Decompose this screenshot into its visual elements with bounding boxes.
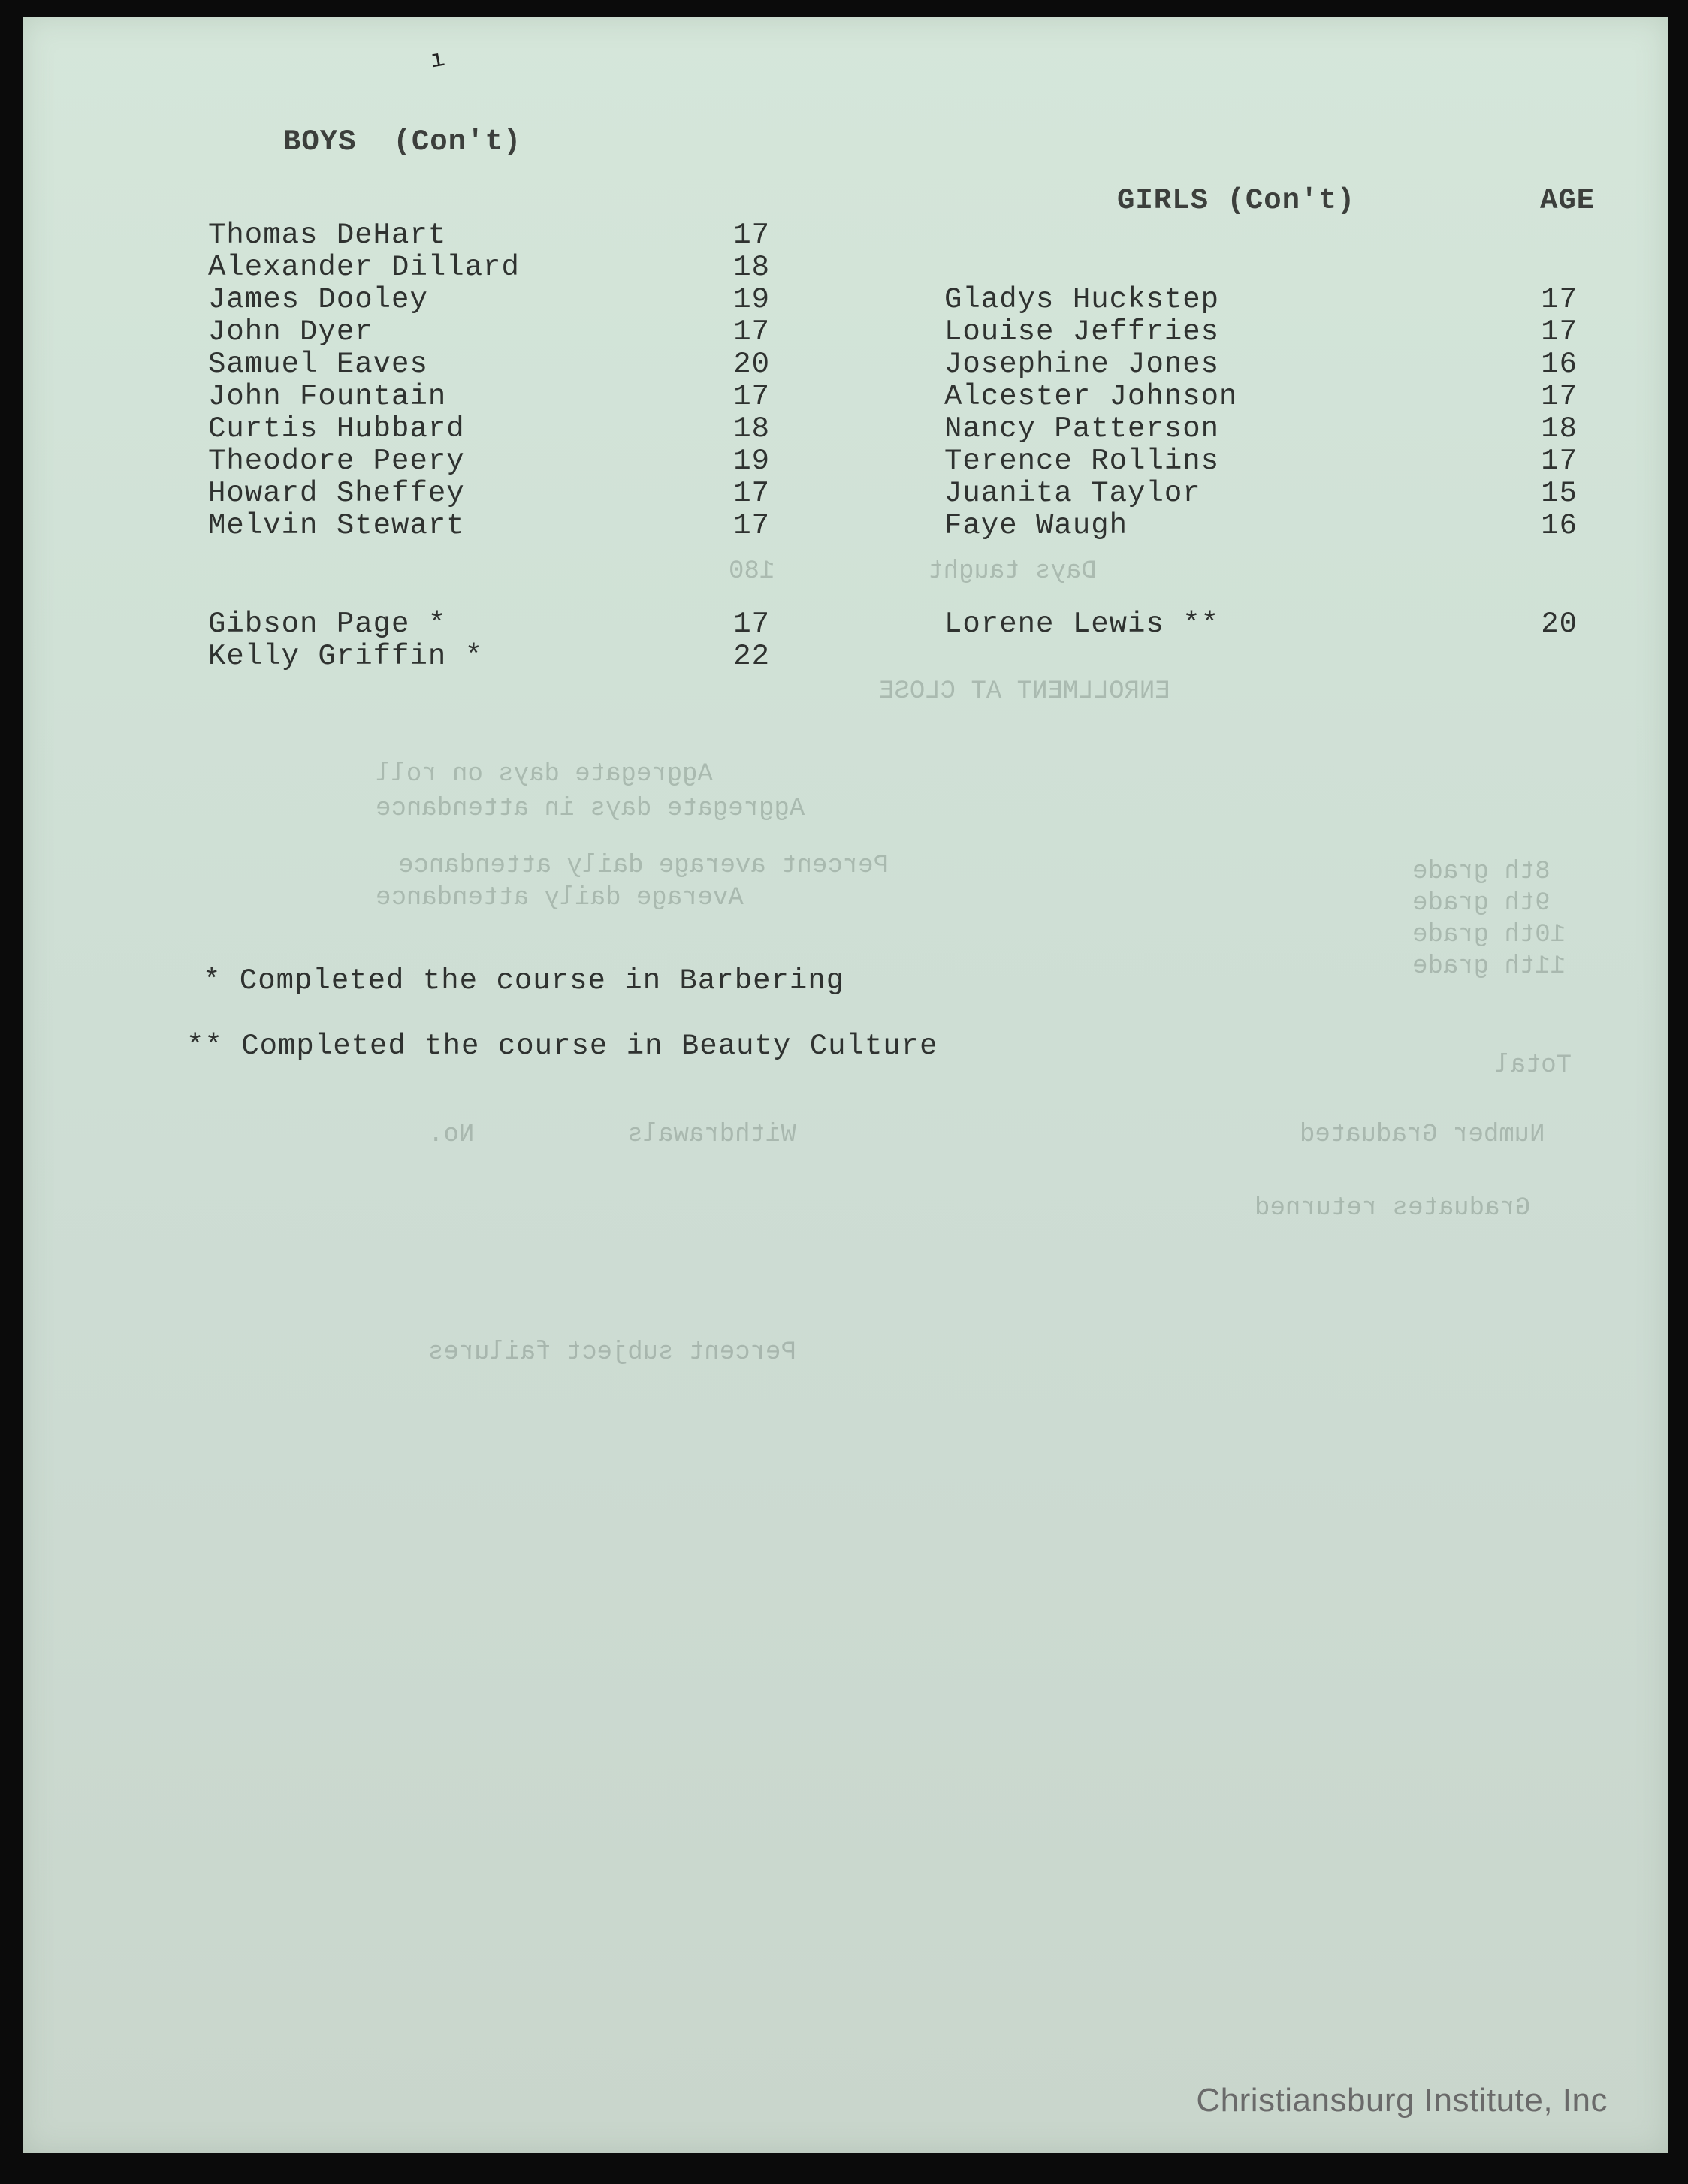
footnote-barbering: * Completed the course in Barbering (203, 964, 845, 997)
boy-name: John Dyer (208, 315, 373, 348)
boys-header: BOYS (Con't) (283, 125, 522, 158)
boy-name: Melvin Stewart (208, 509, 465, 542)
boy-name: Gibson Page * (208, 608, 447, 641)
bleed-through-text: 8th grade (1412, 858, 1551, 886)
bleed-through-text: Aggregate days on roll (376, 760, 713, 789)
girl-age: 17 (1541, 315, 1578, 348)
girl-name: Juanita Taylor (944, 477, 1201, 510)
girl-age: 18 (1541, 412, 1578, 445)
boy-age: 17 (733, 219, 770, 252)
bleed-through-text: Graduates returned (1255, 1194, 1531, 1223)
age-header: AGE (1540, 184, 1596, 217)
girl-age: 20 (1541, 608, 1578, 641)
bleed-through-text: Aggregate days in attendance (376, 795, 805, 823)
bleed-through-text: 10th grade (1412, 921, 1566, 949)
girl-age: 16 (1541, 509, 1578, 542)
boy-age: 17 (733, 477, 770, 510)
girl-age: 17 (1541, 380, 1578, 413)
girl-name: Faye Waugh (944, 509, 1128, 542)
boy-age: 18 (733, 412, 770, 445)
bleed-through-text: ENROLLMENT AT CLOSE (879, 677, 1170, 706)
boy-name: John Fountain (208, 380, 447, 413)
boy-age: 17 (733, 380, 770, 413)
girl-age: 17 (1541, 283, 1578, 316)
boy-name: Samuel Eaves (208, 348, 428, 381)
boy-name: James Dooley (208, 283, 428, 316)
bleed-through-text: Percent average daily attendance (398, 852, 889, 880)
girl-age: 15 (1541, 477, 1578, 510)
boy-name: Curtis Hubbard (208, 412, 465, 445)
girl-age: 16 (1541, 348, 1578, 381)
boy-name: Theodore Peery (208, 445, 465, 478)
document-page (23, 17, 1668, 2153)
bleed-through-text: Average daily attendance (376, 884, 744, 913)
boy-name: Howard Sheffey (208, 477, 465, 510)
boy-name: Kelly Griffin * (208, 640, 484, 673)
bleed-through-text: Percent subject failures (428, 1338, 796, 1367)
girls-header: GIRLS (Con't) (1117, 184, 1356, 217)
girl-name: Josephine Jones (944, 348, 1220, 381)
bleed-through-text: Days taught 180 (729, 557, 1097, 586)
stray-mark: ı (427, 44, 448, 75)
bleed-through-text: Withdrawals No. (428, 1121, 796, 1149)
girl-age: 17 (1541, 445, 1578, 478)
bleed-through-text: Number Graduated (1300, 1121, 1545, 1149)
boy-name: Thomas DeHart (208, 219, 447, 252)
footnote-beauty-culture: ** Completed the course in Beauty Culture (186, 1030, 938, 1063)
boy-age: 17 (733, 315, 770, 348)
girl-name: Louise Jeffries (944, 315, 1220, 348)
bleed-through-text: 9th grade (1412, 889, 1551, 918)
boy-age: 19 (733, 283, 770, 316)
girl-name: Alcester Johnson (944, 380, 1238, 413)
girl-name: Lorene Lewis ** (944, 608, 1220, 641)
girl-name: Gladys Huckstep (944, 283, 1220, 316)
boy-age: 20 (733, 348, 770, 381)
boy-age: 17 (733, 608, 770, 641)
boy-age: 19 (733, 445, 770, 478)
boy-age: 22 (733, 640, 770, 673)
boy-age: 17 (733, 509, 770, 542)
bleed-through-text: Total (1495, 1051, 1572, 1080)
boy-name: Alexander Dillard (208, 251, 520, 284)
archive-watermark: Christiansburg Institute, Inc (1196, 2082, 1608, 2119)
girl-name: Terence Rollins (944, 445, 1220, 478)
boy-age: 18 (733, 251, 770, 284)
bleed-through-text: 11th grade (1412, 952, 1566, 981)
girl-name: Nancy Patterson (944, 412, 1220, 445)
